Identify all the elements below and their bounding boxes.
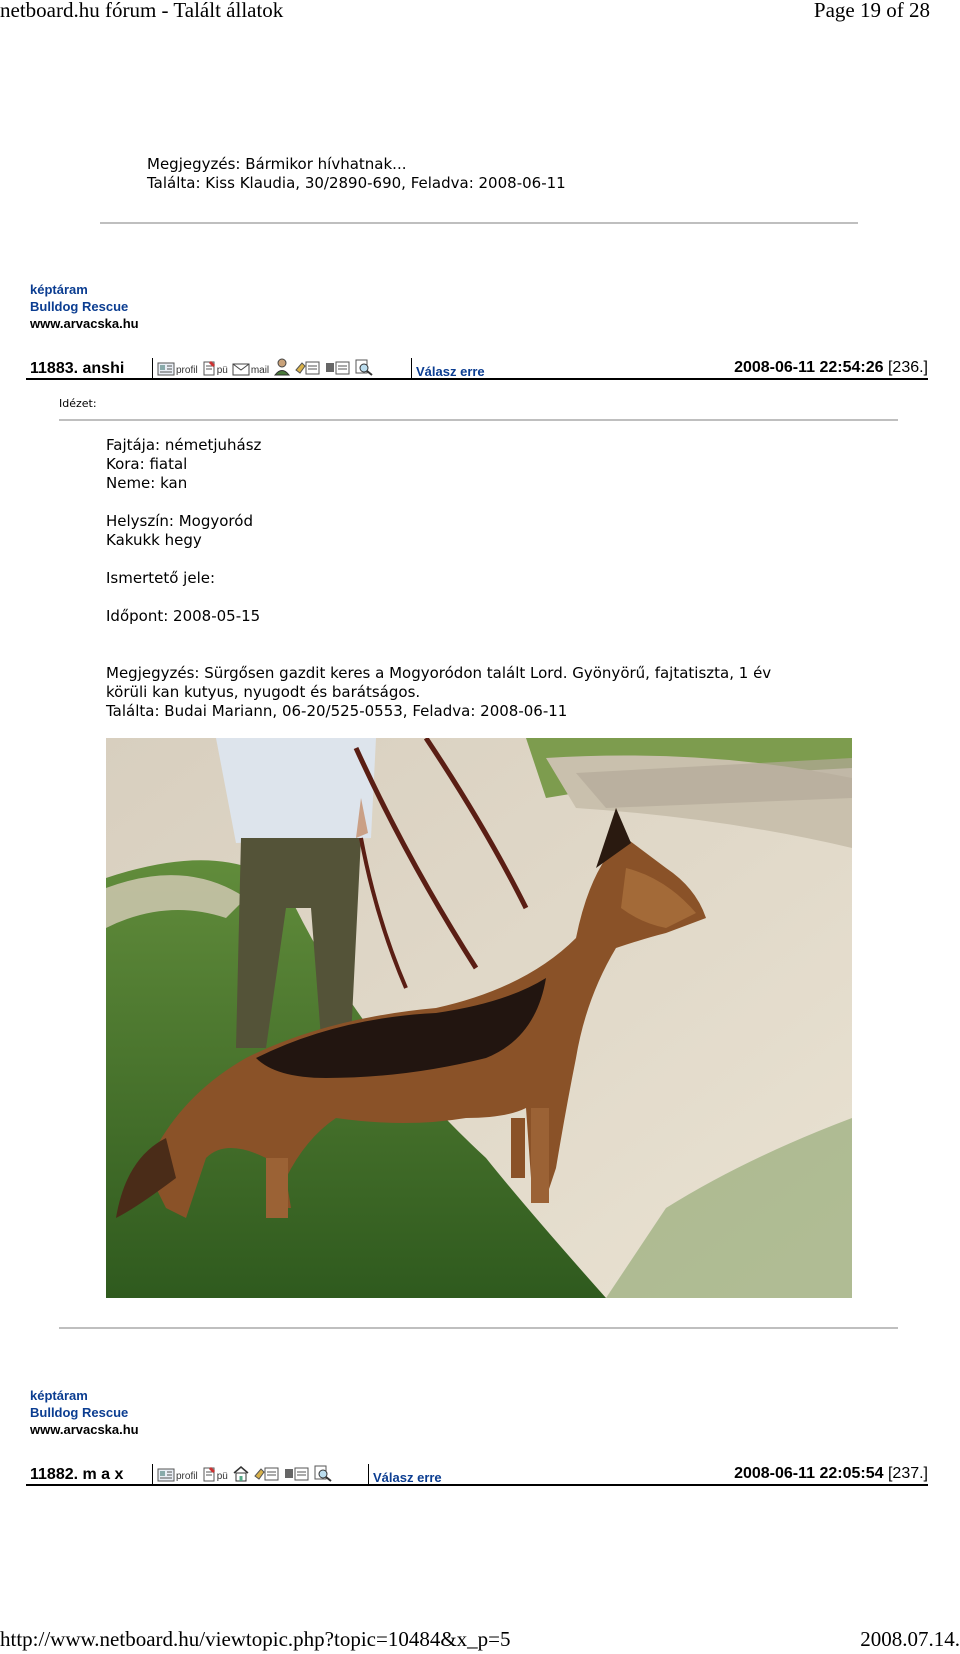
- post-line-location: Helyszín: Mogyoród: [106, 512, 253, 530]
- page-title: netboard.hu fórum - Talált állatok: [0, 0, 284, 22]
- post-toolbar: [157, 1460, 332, 1482]
- post-date: 2008-06-11 22:54:26: [734, 359, 884, 376]
- post-header-rule: [26, 378, 928, 380]
- divider: [59, 1327, 898, 1329]
- print-date: 2008.07.14.: [860, 1627, 960, 1651]
- reply-link[interactable]: Válasz erre: [373, 1470, 442, 1485]
- prev-note: Megjegyzés: Bármikor hívhatnak...: [147, 155, 407, 173]
- quote-rule: [59, 419, 898, 421]
- signature: [30, 1387, 139, 1438]
- post-index: [237.]: [887, 1465, 928, 1482]
- post-line-breed: Fajtája: németjuhász: [106, 436, 262, 454]
- user-icon[interactable]: [273, 358, 291, 376]
- divider: [100, 222, 858, 224]
- post-datetime: [734, 359, 928, 377]
- reply-link[interactable]: Válasz erre: [416, 364, 485, 379]
- separator: [152, 1464, 153, 1484]
- post-date: 2008-06-11 22:05:54: [734, 1465, 884, 1482]
- post-line-location-detail: Kakukk hegy: [106, 531, 202, 549]
- post-line-time: Időpont: 2008-05-15: [106, 607, 261, 625]
- profile-icon[interactable]: profil: [157, 362, 198, 376]
- post-index: [236.]: [887, 359, 928, 376]
- edit-icon[interactable]: [325, 360, 351, 376]
- post-line-note-cont: körüli kan kutyus, nyugodt és barátságos.: [106, 683, 421, 701]
- separator: [152, 358, 153, 378]
- home-icon[interactable]: [232, 1465, 250, 1482]
- post-line-sex: Neme: kan: [106, 474, 188, 492]
- post-number-user[interactable]: 11882. m a x: [30, 1466, 124, 1483]
- separator: [368, 1464, 369, 1484]
- post-number-user[interactable]: 11883. anshi: [30, 360, 125, 377]
- signature: [30, 281, 139, 332]
- prev-found-by: Találta: Kiss Klaudia, 30/2890-690, Feladva: 2008-06-11: [147, 174, 566, 192]
- post-line-found-by: Találta: Budai Mariann, 06-20/525-0553, Feladva: 2008-06-11: [106, 702, 568, 720]
- pm-icon[interactable]: pü: [202, 1466, 228, 1482]
- post-header-rule: [26, 1484, 928, 1486]
- quote-icon[interactable]: [295, 360, 321, 376]
- quote-icon[interactable]: [254, 1466, 280, 1482]
- dog-photo: [106, 738, 852, 1298]
- edit-icon[interactable]: [284, 1466, 310, 1482]
- quote-label: Idézet:: [59, 397, 97, 410]
- profile-icon[interactable]: profil: [157, 1468, 198, 1482]
- signature-link-kephtaram[interactable]: képtáram: [30, 282, 88, 297]
- post-line-age: Kora: fiatal: [106, 455, 188, 473]
- search-icon[interactable]: [314, 1465, 332, 1482]
- post-datetime: [734, 1465, 928, 1483]
- post-toolbar: [157, 354, 373, 376]
- search-icon[interactable]: [355, 359, 373, 376]
- pm-icon[interactable]: pü: [202, 360, 228, 376]
- signature-link-bulldog[interactable]: Bulldog Rescue: [30, 299, 129, 314]
- email-icon[interactable]: mail: [232, 363, 269, 376]
- page-url: http://www.netboard.hu/viewtopic.php?topic=10484&x_p=5: [0, 1627, 511, 1651]
- signature-link-kephtaram[interactable]: képtáram: [30, 1388, 88, 1403]
- separator: [411, 358, 412, 378]
- signature-link-arvacska[interactable]: www.arvacska.hu: [30, 316, 139, 331]
- page-number: Page 19 of 28: [813, 0, 930, 22]
- signature-link-bulldog[interactable]: Bulldog Rescue: [30, 1405, 129, 1420]
- signature-link-arvacska[interactable]: www.arvacska.hu: [30, 1422, 139, 1437]
- post-line-marks: Ismertető jele:: [106, 569, 216, 587]
- post-line-note: Megjegyzés: Sürgősen gazdit keres a Mogyoródon talált Lord. Gyönyörű, fajtatiszta, 1 év: [106, 664, 772, 682]
